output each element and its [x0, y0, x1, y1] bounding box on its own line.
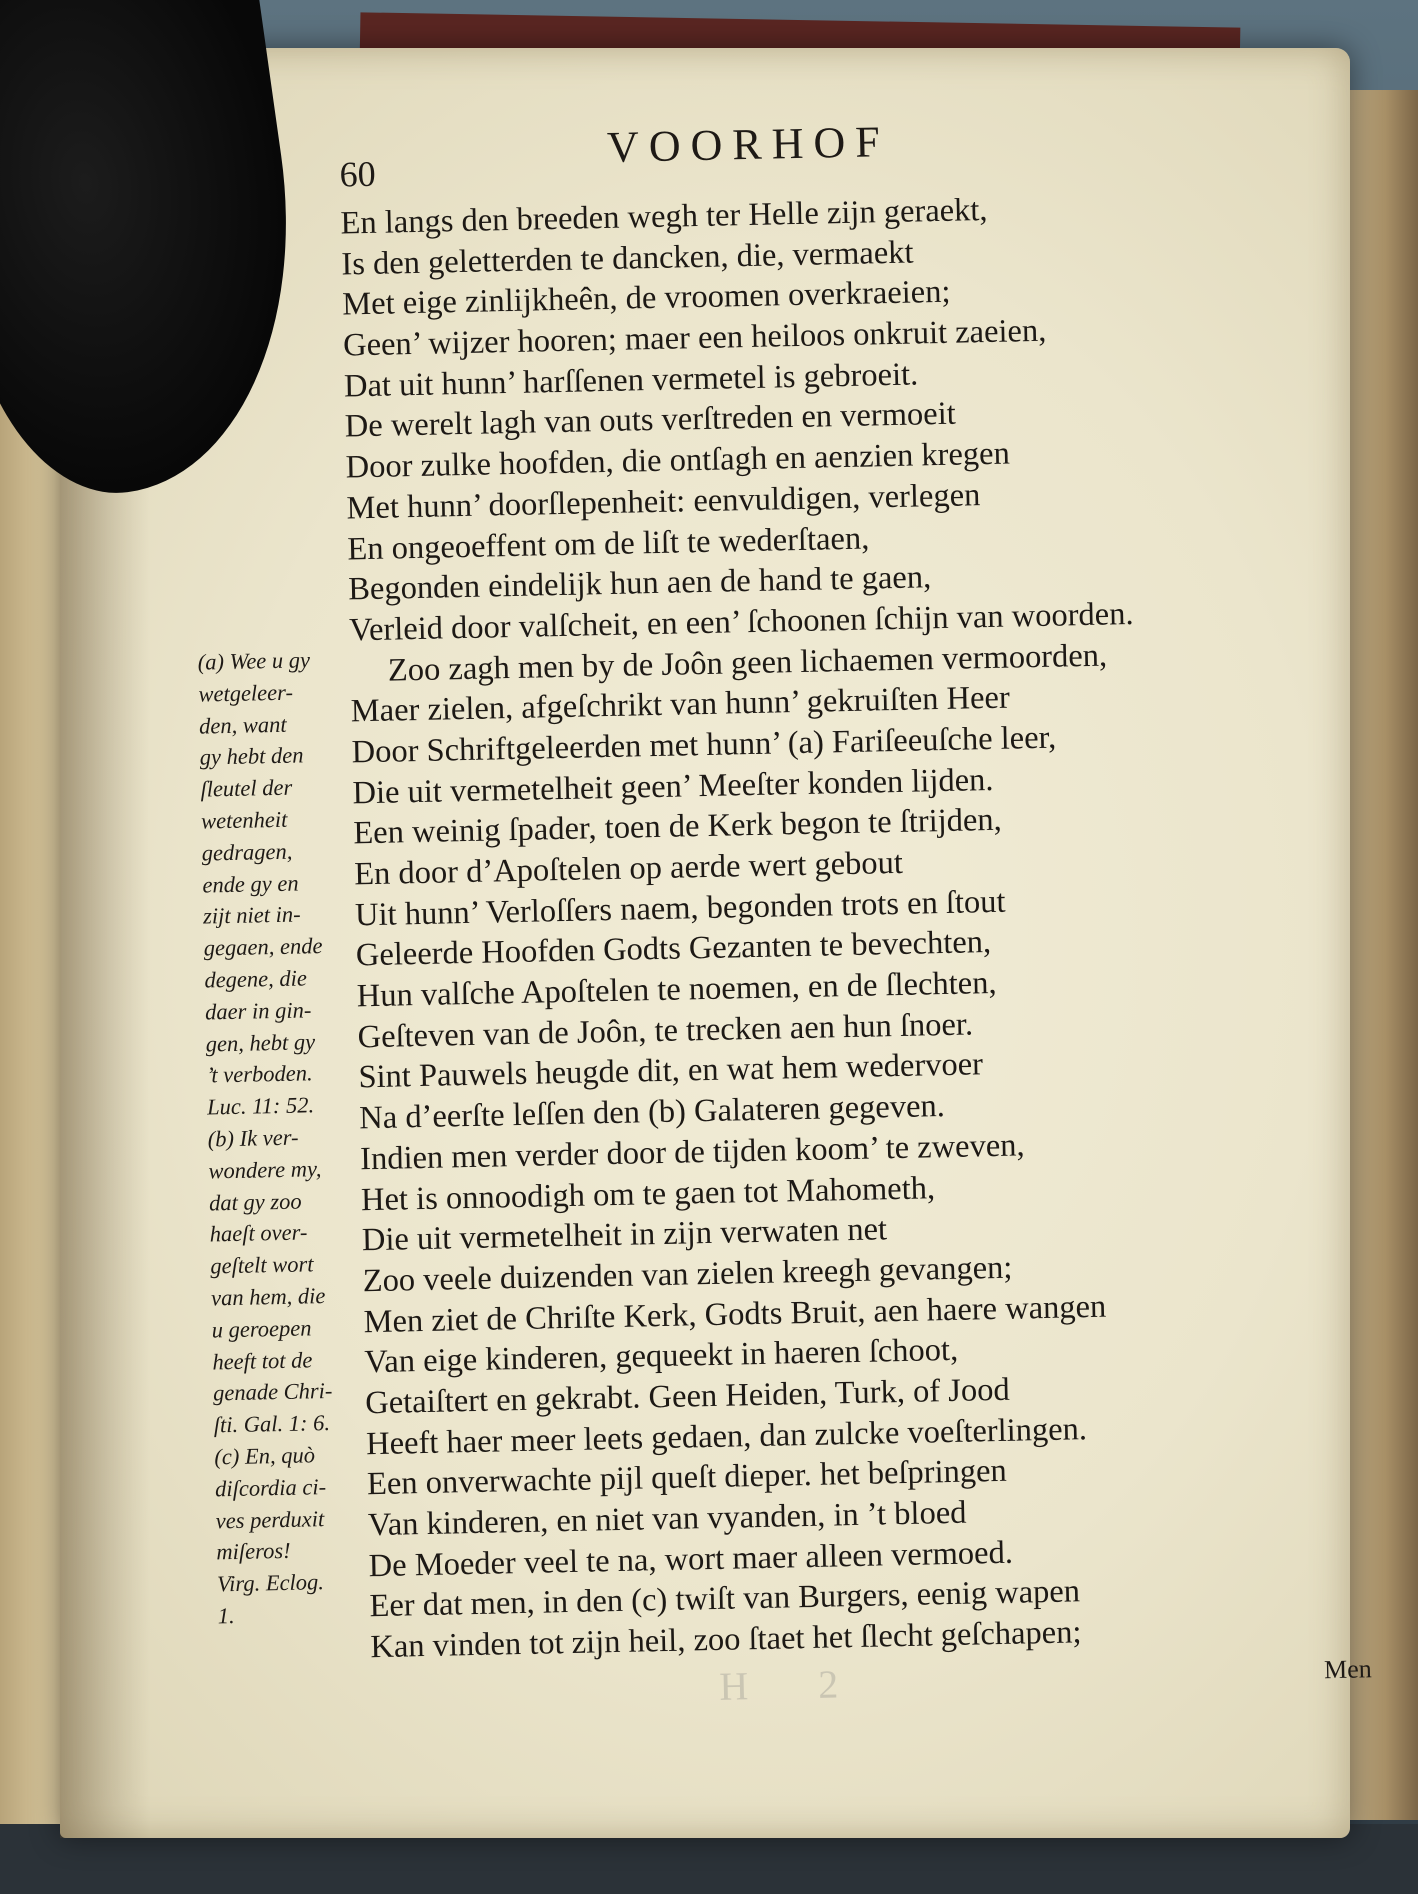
- margin-note-line: degene, die: [204, 965, 308, 993]
- margin-note-line: wetgeleer-: [198, 679, 294, 707]
- verse-line: Zoo veele duizenden van zielen kreegh gevangen;: [362, 1249, 1013, 1300]
- verse-line: Een onverwachte pijl queſt dieper. het beſpringen: [366, 1453, 1008, 1503]
- margin-note-line: 1.: [217, 1602, 235, 1629]
- running-head: VOORHOF: [606, 117, 891, 172]
- margin-note-line: ves perduxit: [215, 1505, 325, 1533]
- verse-line: Is den geletterden te dancken, die, vermaekt: [341, 234, 914, 283]
- verse-line: Geleerde Hoofden Godts Gezanten te bevechten,: [355, 924, 992, 974]
- margin-note-line: ende gy en: [202, 870, 299, 898]
- margin-note-line: van hem, die: [210, 1283, 326, 1311]
- verse-line: Begonden eindelijk hun aen de hand te gaen,: [347, 559, 932, 608]
- margin-note-line: haeſt over-: [209, 1219, 308, 1247]
- verse-line: Dat uit hunn’ harſſenen vermetel is gebroeit.: [343, 356, 919, 405]
- show-through-text: H 2: [718, 1660, 869, 1709]
- margin-note-line: Virg. Eclog.: [216, 1569, 325, 1597]
- verse-line: Een weinig ſpader, toen de Kerk begon te ſtrijden,: [353, 802, 1003, 852]
- margin-note-line: dat gy zoo: [208, 1188, 302, 1216]
- margin-note-line: den, want: [198, 711, 287, 739]
- verse-line: Die uit vermetelheit in zijn verwaten net: [361, 1211, 888, 1259]
- margin-note-line: gen, hebt gy: [205, 1028, 316, 1057]
- verse-line: Eer dat men, in den (c) twiſt van Burgers, eenig wapen: [369, 1573, 1081, 1625]
- margin-note-line: u geroepen: [211, 1315, 312, 1343]
- verse-line: Kan vinden tot zijn heil, zoo ſtaet het ſlecht geſchapen;: [370, 1614, 1082, 1666]
- verse-line: Verleid door valſcheit, en een’ ſchoonen ſchijn van woorden.: [348, 595, 1134, 649]
- margin-note-line: ſleutel der: [200, 774, 293, 802]
- verse-line: Van kinderen, en niet van vyanden, in ’t bloed: [367, 1494, 967, 1544]
- verse-line: Hun valſche Apoſtelen te noemen, en de ſlechten,: [356, 965, 997, 1015]
- margin-note-line: wondere my,: [208, 1155, 322, 1184]
- margin-note-line: daer in gin-: [204, 997, 312, 1025]
- margin-note-line: gedragen,: [201, 838, 293, 866]
- margin-note-line: Luc. 11: 52.: [206, 1092, 315, 1120]
- verse-line: Heeft haer meer leets gedaen, dan zulcke voeſterlingen.: [365, 1410, 1088, 1462]
- verse-line: Door zulke hoofden, die ontſagh en aenzien kregen: [345, 435, 1011, 486]
- verse-line: Men ziet de Chriſte Kerk, Godts Bruit, aen haere wangen: [363, 1288, 1107, 1340]
- verse-line: Indien men verder door de tijden koom’ te zweven,: [359, 1127, 1025, 1178]
- catchword: Men: [1323, 1654, 1373, 1685]
- margin-note-line: ’t verboden.: [206, 1060, 313, 1088]
- verse-line: En langs den breeden wegh ter Helle zijn geraekt,: [340, 191, 988, 242]
- verse-line: Getaiſtert en gekrabt. Geen Heiden, Turk, of Jood: [364, 1371, 1010, 1422]
- verse-line: Met hunn’ doorſlepenheit: eenvuldigen, verlegen: [346, 476, 981, 527]
- margin-note-line: geſtelt wort: [210, 1251, 314, 1279]
- page-number: 60: [339, 153, 376, 195]
- verse-line: Door Schriftgeleerden met hunn’ (a) Fariſeeuſche leer,: [351, 719, 1057, 771]
- margin-note-line: gy hebt den: [199, 742, 304, 770]
- verse-line: Met eige zinlijkheên, de vroomen overkraeien;: [341, 274, 951, 323]
- verse-line: Uit hunn’ Verloſſers naem, begonden trots en ſtout: [354, 883, 1006, 934]
- verse-text: [340, 183, 1330, 1668]
- margin-note-line: zijt niet in-: [202, 901, 301, 929]
- verse-line: Die uit vermetelheit geen’ Meeſter konden lijden.: [352, 761, 994, 812]
- verse-line: En ongeoeffent om de liſt te wederſtaen,: [347, 520, 870, 567]
- margin-note-line: miſeros!: [216, 1538, 291, 1565]
- verse-line: Maer zielen, afgeſchrikt van hunn’ gekruiſten Heer: [350, 679, 1011, 730]
- margin-notes: [197, 643, 368, 1632]
- verse-line: De Moeder veel te na, wort maer alleen vermoed.: [368, 1534, 1014, 1584]
- margin-note-line: (b) Ik ver-: [207, 1124, 299, 1152]
- margin-note-line: (a) Wee u gy: [197, 647, 311, 675]
- margin-note-line: heeft tot de: [212, 1346, 313, 1374]
- verse-line: Van eige kinderen, gequeekt in haeren ſchoot,: [364, 1332, 959, 1381]
- verse-line: Geſteven van de Joôn, te trecken aen hun ſnoer.: [357, 1006, 974, 1056]
- verse-line: Na d’eerſte leſſen den (b) Galateren gegeven.: [358, 1088, 946, 1137]
- verse-line: De werelt lagh van outs verſtreden en vermoeit: [344, 396, 957, 445]
- verse-line: Het is onnoodigh om te gaen tot Mahometh,: [360, 1169, 936, 1218]
- verse-line: Geen’ wijzer hooren; maer een heiloos onkruit zaeien,: [342, 312, 1047, 364]
- margin-note-line: (c) En, quò: [214, 1442, 316, 1470]
- verse-line: Zoo zagh men by de Joôn geen lichaemen vermoorden,: [387, 637, 1108, 689]
- verse-line: En door d’Apoſtelen op aerde wert gebout: [353, 844, 904, 893]
- margin-note-line: gegaen, ende: [203, 933, 323, 961]
- margin-note-line: ſti. Gal. 1: 6.: [213, 1410, 331, 1438]
- margin-note-line: diſcordia ci-: [214, 1473, 327, 1502]
- margin-note-line: genade Chri-: [212, 1378, 333, 1406]
- margin-note-line: wetenheit: [200, 806, 288, 834]
- verse-line: Sint Pauwels heugde dit, en wat hem wedervoer: [358, 1046, 984, 1096]
